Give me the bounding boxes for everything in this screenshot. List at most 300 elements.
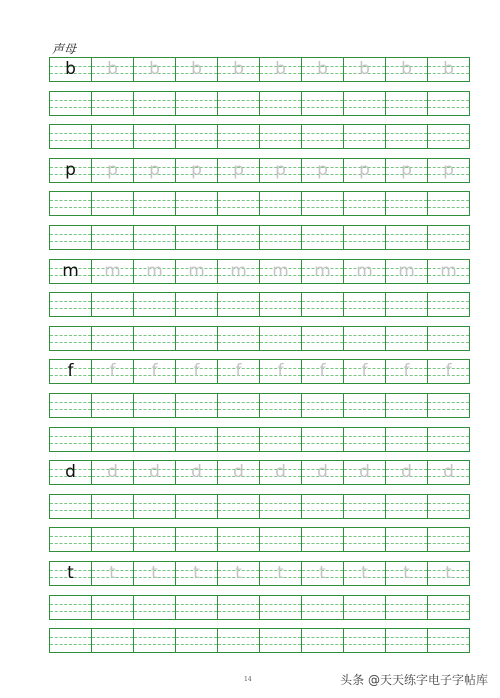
- practice-cell: [176, 125, 218, 148]
- guide-line: [50, 140, 91, 141]
- practice-cell: [428, 260, 469, 283]
- guide-line: [302, 543, 343, 544]
- practice-cell: [344, 327, 386, 350]
- guide-line: [134, 234, 175, 235]
- trace-letter: f: [445, 361, 452, 381]
- guide-line: [386, 510, 427, 511]
- guide-line: [260, 637, 301, 638]
- guide-line: [344, 207, 385, 208]
- trace-letter: p: [401, 160, 412, 180]
- guide-line: [176, 107, 217, 108]
- practice-cell: [344, 562, 386, 585]
- guide-line: [260, 207, 301, 208]
- guide-line: [260, 342, 301, 343]
- guide-line: [386, 301, 427, 302]
- guide-line: [176, 133, 217, 134]
- guide-line: [50, 301, 91, 302]
- guide-line: [50, 443, 91, 444]
- practice-cell: [260, 596, 302, 619]
- practice-cell: [92, 394, 134, 417]
- guide-line: [176, 637, 217, 638]
- guide-line: [344, 234, 385, 235]
- guide-line: [134, 241, 175, 242]
- guide-line: [344, 637, 385, 638]
- practice-cell: [260, 293, 302, 316]
- guide-line: [386, 335, 427, 336]
- trace-letter: f: [193, 361, 200, 381]
- trace-letter: m: [272, 261, 289, 281]
- practice-cell: [302, 394, 344, 417]
- practice-cell: [344, 260, 386, 283]
- practice-cell: [302, 596, 344, 619]
- practice-cell: [260, 360, 302, 383]
- practice-cell: [344, 92, 386, 115]
- practice-cell: [428, 226, 469, 249]
- guide-line: [50, 409, 91, 410]
- guide-line: [260, 133, 301, 134]
- practice-cell: [302, 495, 344, 518]
- letter-row-b: [49, 57, 470, 82]
- guide-line: [92, 637, 133, 638]
- practice-cell: [260, 461, 302, 484]
- guide-line: [134, 510, 175, 511]
- guide-line: [260, 200, 301, 201]
- guide-line: [302, 200, 343, 201]
- guide-line: [92, 100, 133, 101]
- practice-cell: [134, 192, 176, 215]
- trace-letter: b: [443, 59, 454, 79]
- guide-line: [218, 207, 259, 208]
- guide-line: [92, 335, 133, 336]
- practice-cell: [176, 562, 218, 585]
- practice-cell: [92, 528, 134, 551]
- guide-line: [50, 200, 91, 201]
- practice-cell: [134, 495, 176, 518]
- guide-line: [386, 234, 427, 235]
- guide-line: [176, 308, 217, 309]
- practice-cell: [176, 360, 218, 383]
- guide-line: [134, 200, 175, 201]
- practice-cell: [134, 58, 176, 81]
- practice-cell: [344, 58, 386, 81]
- guide-line: [176, 644, 217, 645]
- guide-line: [134, 133, 175, 134]
- practice-cell: [302, 260, 344, 283]
- blank-practice-row: [49, 292, 470, 317]
- blank-practice-row: [49, 124, 470, 149]
- trace-letter: m: [398, 261, 415, 281]
- practice-cell: [302, 528, 344, 551]
- practice-cell: [176, 327, 218, 350]
- guide-line: [92, 133, 133, 134]
- practice-cell: [92, 260, 134, 283]
- practice-cell: [176, 461, 218, 484]
- practice-cell: [218, 327, 260, 350]
- guide-line: [218, 335, 259, 336]
- practice-cell: [260, 528, 302, 551]
- letter-row-t: [49, 561, 470, 586]
- guide-line: [344, 402, 385, 403]
- practice-cell: [344, 394, 386, 417]
- practice-cell: [176, 226, 218, 249]
- guide-line: [50, 234, 91, 235]
- practice-cell: [176, 428, 218, 451]
- guide-line: [134, 611, 175, 612]
- practice-cell: [428, 394, 469, 417]
- practice-cell: [344, 495, 386, 518]
- guide-line: [302, 644, 343, 645]
- trace-letter: t: [361, 563, 368, 583]
- practice-cell: [428, 159, 469, 182]
- practice-cell: [50, 125, 92, 148]
- guide-line: [218, 133, 259, 134]
- practice-cell: [428, 293, 469, 316]
- guide-line: [260, 436, 301, 437]
- practice-cell: [386, 58, 428, 81]
- trace-letter: d: [359, 462, 370, 482]
- guide-line: [344, 443, 385, 444]
- practice-cell: [386, 125, 428, 148]
- guide-line: [302, 402, 343, 403]
- guide-line: [218, 510, 259, 511]
- guide-line: [92, 409, 133, 410]
- guide-line: [428, 543, 469, 544]
- practice-cell: [50, 192, 92, 215]
- guide-line: [302, 100, 343, 101]
- practice-cell: [302, 192, 344, 215]
- practice-cell: [344, 428, 386, 451]
- guide-line: [92, 611, 133, 612]
- practice-cell: [302, 226, 344, 249]
- guide-line: [428, 536, 469, 537]
- practice-cell: [302, 562, 344, 585]
- guide-line: [50, 543, 91, 544]
- guide-line: [386, 436, 427, 437]
- practice-cell: [92, 596, 134, 619]
- practice-cell: [92, 226, 134, 249]
- guide-line: [386, 308, 427, 309]
- watermark: 头条 @天天练字电子字帖库: [340, 673, 488, 687]
- trace-letter: t: [151, 563, 158, 583]
- practice-cell: [260, 562, 302, 585]
- guide-line: [428, 100, 469, 101]
- practice-cell: [50, 428, 92, 451]
- guide-line: [428, 611, 469, 612]
- practice-cell: [176, 58, 218, 81]
- guide-line: [302, 436, 343, 437]
- guide-line: [344, 644, 385, 645]
- guide-line: [386, 637, 427, 638]
- practice-cell: [176, 260, 218, 283]
- practice-cell: [218, 461, 260, 484]
- practice-cell: [50, 260, 92, 283]
- practice-cell: [92, 192, 134, 215]
- guide-line: [386, 207, 427, 208]
- guide-line: [50, 536, 91, 537]
- guide-line: [134, 436, 175, 437]
- practice-cell: [302, 92, 344, 115]
- trace-letter: d: [149, 462, 160, 482]
- guide-line: [92, 200, 133, 201]
- guide-line: [428, 200, 469, 201]
- guide-line: [134, 100, 175, 101]
- practice-cell: [50, 58, 92, 81]
- practice-cell: [302, 461, 344, 484]
- guide-line: [344, 342, 385, 343]
- trace-letter: t: [109, 563, 116, 583]
- guide-line: [50, 342, 91, 343]
- guide-line: [428, 503, 469, 504]
- practice-cell: [428, 58, 469, 81]
- guide-line: [428, 241, 469, 242]
- guide-line: [344, 200, 385, 201]
- practice-cell: [218, 528, 260, 551]
- trace-letter: d: [401, 462, 412, 482]
- guide-line: [176, 436, 217, 437]
- model-letter: f: [67, 361, 74, 381]
- guide-line: [50, 503, 91, 504]
- guide-line: [176, 402, 217, 403]
- guide-line: [134, 342, 175, 343]
- guide-line: [176, 604, 217, 605]
- practice-cell: [344, 596, 386, 619]
- practice-cell: [92, 92, 134, 115]
- trace-letter: m: [104, 261, 121, 281]
- practice-cell: [134, 461, 176, 484]
- practice-cell: [260, 327, 302, 350]
- trace-letter: d: [317, 462, 328, 482]
- practice-cell: [302, 629, 344, 652]
- practice-cell: [218, 192, 260, 215]
- guide-line: [50, 611, 91, 612]
- guide-line: [428, 604, 469, 605]
- guide-line: [50, 308, 91, 309]
- guide-line: [176, 409, 217, 410]
- guide-line: [176, 611, 217, 612]
- practice-cell: [428, 360, 469, 383]
- guide-line: [302, 409, 343, 410]
- guide-line: [50, 335, 91, 336]
- trace-letter: f: [151, 361, 158, 381]
- practice-cell: [176, 528, 218, 551]
- guide-line: [344, 140, 385, 141]
- guide-line: [428, 107, 469, 108]
- practice-cell: [134, 92, 176, 115]
- practice-cell: [176, 596, 218, 619]
- practice-cell: [344, 528, 386, 551]
- practice-cell: [134, 327, 176, 350]
- practice-cell: [344, 159, 386, 182]
- guide-line: [218, 443, 259, 444]
- guide-line: [260, 443, 301, 444]
- guide-line: [50, 637, 91, 638]
- trace-letter: f: [361, 361, 368, 381]
- guide-line: [218, 200, 259, 201]
- guide-line: [92, 543, 133, 544]
- guide-line: [302, 510, 343, 511]
- practice-cell: [428, 562, 469, 585]
- guide-line: [302, 503, 343, 504]
- guide-line: [176, 443, 217, 444]
- guide-line: [134, 409, 175, 410]
- practice-cell: [218, 92, 260, 115]
- guide-line: [302, 536, 343, 537]
- practice-cell: [386, 92, 428, 115]
- trace-letter: b: [107, 59, 118, 79]
- guide-line: [302, 443, 343, 444]
- trace-letter: t: [403, 563, 410, 583]
- guide-line: [92, 436, 133, 437]
- guide-line: [344, 543, 385, 544]
- guide-line: [260, 100, 301, 101]
- practice-cell: [134, 394, 176, 417]
- guide-line: [386, 200, 427, 201]
- letter-row-d: [49, 460, 470, 485]
- practice-cell: [134, 428, 176, 451]
- letter-row-p: [49, 158, 470, 183]
- practice-cell: [134, 360, 176, 383]
- guide-line: [92, 503, 133, 504]
- practice-cell: [92, 495, 134, 518]
- practice-cell: [50, 394, 92, 417]
- practice-cell: [386, 562, 428, 585]
- guide-line: [302, 604, 343, 605]
- guide-line: [302, 637, 343, 638]
- guide-line: [260, 402, 301, 403]
- practice-cell: [386, 461, 428, 484]
- practice-cell: [134, 159, 176, 182]
- trace-letter: m: [146, 261, 163, 281]
- trace-letter: d: [275, 462, 286, 482]
- guide-line: [92, 604, 133, 605]
- guide-line: [260, 503, 301, 504]
- practice-cell: [386, 596, 428, 619]
- guide-line: [50, 107, 91, 108]
- guide-line: [92, 241, 133, 242]
- guide-line: [134, 503, 175, 504]
- guide-line: [92, 342, 133, 343]
- guide-line: [344, 301, 385, 302]
- practice-cell: [386, 495, 428, 518]
- guide-line: [176, 335, 217, 336]
- trace-letter: p: [233, 160, 244, 180]
- practice-cell: [428, 125, 469, 148]
- practice-cell: [386, 394, 428, 417]
- guide-line: [218, 308, 259, 309]
- guide-line: [428, 644, 469, 645]
- guide-line: [344, 604, 385, 605]
- guide-line: [92, 402, 133, 403]
- practice-cell: [134, 125, 176, 148]
- guide-line: [176, 207, 217, 208]
- guide-line: [428, 510, 469, 511]
- practice-cell: [176, 159, 218, 182]
- guide-line: [260, 644, 301, 645]
- guide-line: [218, 234, 259, 235]
- guide-line: [344, 510, 385, 511]
- practice-cell: [92, 327, 134, 350]
- guide-line: [50, 207, 91, 208]
- guide-line: [302, 335, 343, 336]
- trace-letter: f: [403, 361, 410, 381]
- guide-line: [344, 133, 385, 134]
- guide-line: [218, 503, 259, 504]
- practice-cell: [176, 192, 218, 215]
- practice-cell: [302, 125, 344, 148]
- guide-line: [218, 100, 259, 101]
- trace-letter: m: [356, 261, 373, 281]
- guide-line: [92, 301, 133, 302]
- guide-line: [344, 409, 385, 410]
- guide-line: [50, 644, 91, 645]
- letter-row-f: [49, 359, 470, 384]
- guide-line: [260, 335, 301, 336]
- trace-letter: b: [359, 59, 370, 79]
- practice-cell: [218, 58, 260, 81]
- trace-letter: t: [319, 563, 326, 583]
- guide-line: [134, 207, 175, 208]
- practice-cell: [134, 260, 176, 283]
- practice-cell: [260, 629, 302, 652]
- practice-cell: [428, 428, 469, 451]
- practice-cell: [428, 495, 469, 518]
- practice-cell: [50, 226, 92, 249]
- practice-cell: [50, 629, 92, 652]
- practice-cell: [218, 293, 260, 316]
- guide-line: [50, 133, 91, 134]
- guide-line: [428, 140, 469, 141]
- guide-line: [176, 100, 217, 101]
- guide-line: [260, 234, 301, 235]
- practice-cell: [50, 159, 92, 182]
- practice-cell: [176, 495, 218, 518]
- guide-line: [134, 443, 175, 444]
- trace-letter: b: [191, 59, 202, 79]
- trace-letter: m: [314, 261, 331, 281]
- practice-cell: [92, 159, 134, 182]
- practice-cell: [218, 226, 260, 249]
- guide-line: [134, 604, 175, 605]
- guide-line: [260, 140, 301, 141]
- practice-cell: [50, 461, 92, 484]
- guide-line: [218, 436, 259, 437]
- guide-line: [218, 637, 259, 638]
- practice-cell: [134, 562, 176, 585]
- practice-cell: [218, 596, 260, 619]
- guide-line: [176, 241, 217, 242]
- trace-letter: m: [440, 261, 457, 281]
- guide-line: [92, 510, 133, 511]
- practice-cell: [344, 360, 386, 383]
- guide-line: [260, 409, 301, 410]
- page-title: 声母: [52, 42, 77, 56]
- practice-cell: [92, 428, 134, 451]
- practice-cell: [386, 360, 428, 383]
- guide-line: [344, 100, 385, 101]
- practice-cell: [92, 629, 134, 652]
- practice-cell: [344, 125, 386, 148]
- guide-line: [302, 107, 343, 108]
- guide-line: [134, 140, 175, 141]
- trace-letter: p: [359, 160, 370, 180]
- practice-cell: [50, 92, 92, 115]
- practice-cell: [176, 629, 218, 652]
- practice-cell: [428, 596, 469, 619]
- guide-line: [176, 536, 217, 537]
- practice-cell: [344, 192, 386, 215]
- guide-line: [344, 107, 385, 108]
- guide-line: [428, 207, 469, 208]
